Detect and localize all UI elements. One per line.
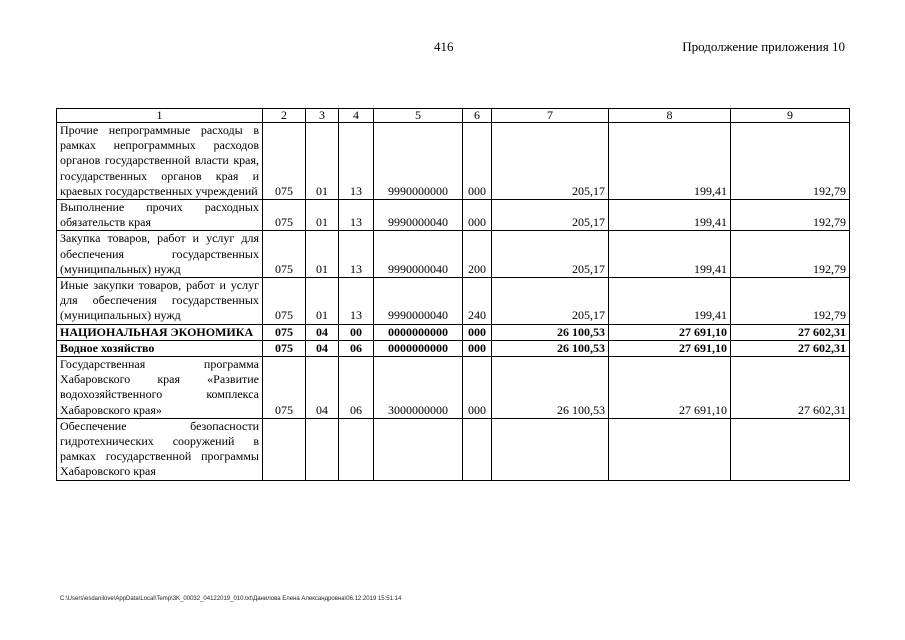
table-row	[57, 231, 850, 278]
column-header: 5	[374, 109, 463, 123]
column-header: 7	[492, 109, 609, 123]
value-cell: 199,41	[609, 200, 731, 231]
value-cell: 192,79	[731, 123, 850, 200]
value-cell: 9990000040	[374, 200, 463, 231]
value-cell: 240	[463, 278, 492, 325]
value-cell: 075	[263, 357, 306, 419]
value-cell: 01	[306, 200, 339, 231]
value-cell	[263, 418, 306, 480]
table-row	[57, 418, 850, 480]
column-header: 1	[57, 109, 263, 123]
column-header: 8	[609, 109, 731, 123]
row-name-cell: Обеспечение безопасности гидротехнических сооружений в рамках государственной программы Хабаровского края	[57, 418, 263, 480]
value-cell	[374, 418, 463, 480]
value-cell: 000	[463, 200, 492, 231]
value-cell: 13	[339, 231, 374, 278]
column-header: 6	[463, 109, 492, 123]
value-cell: 26 100,53	[492, 340, 609, 356]
table-row	[57, 123, 850, 200]
value-cell: 04	[306, 340, 339, 356]
value-cell: 04	[306, 324, 339, 340]
value-cell	[339, 418, 374, 480]
column-header: 4	[339, 109, 374, 123]
value-cell: 04	[306, 357, 339, 419]
value-cell: 205,17	[492, 278, 609, 325]
value-cell: 27 691,10	[609, 357, 731, 419]
value-cell: 3000000000	[374, 357, 463, 419]
value-cell: 26 100,53	[492, 324, 609, 340]
value-cell: 192,79	[731, 200, 850, 231]
value-cell: 26 100,53	[492, 357, 609, 419]
row-name-cell: НАЦИОНАЛЬНАЯ ЭКОНОМИКА	[57, 324, 263, 340]
value-cell: 200	[463, 231, 492, 278]
row-name-cell: Прочие непрограммные расходы в рамках непрограммных расходов органов государственной власти края, государственных органов края и краевых государственных учреждений	[57, 123, 263, 200]
value-cell: 075	[263, 231, 306, 278]
column-header: 2	[263, 109, 306, 123]
table-row	[57, 278, 850, 325]
value-cell: 075	[263, 340, 306, 356]
value-cell: 205,17	[492, 200, 609, 231]
value-cell: 27 691,10	[609, 324, 731, 340]
value-cell	[463, 418, 492, 480]
row-name-cell: Водное хозяйство	[57, 340, 263, 356]
value-cell: 9990000040	[374, 278, 463, 325]
value-cell: 075	[263, 324, 306, 340]
row-name-cell: Выполнение прочих расходных обязательств края	[57, 200, 263, 231]
value-cell: 075	[263, 200, 306, 231]
value-cell: 205,17	[492, 231, 609, 278]
value-cell: 000	[463, 357, 492, 419]
value-cell: 205,17	[492, 123, 609, 200]
value-cell: 192,79	[731, 278, 850, 325]
value-cell: 06	[339, 357, 374, 419]
value-cell: 000	[463, 324, 492, 340]
column-header: 9	[731, 109, 850, 123]
value-cell: 01	[306, 123, 339, 200]
value-cell: 0000000000	[374, 324, 463, 340]
value-cell: 075	[263, 278, 306, 325]
header-row	[57, 109, 850, 123]
value-cell: 075	[263, 123, 306, 200]
value-cell	[609, 418, 731, 480]
value-cell: 000	[463, 340, 492, 356]
table-row	[57, 200, 850, 231]
value-cell: 01	[306, 231, 339, 278]
value-cell: 06	[339, 340, 374, 356]
value-cell: 192,79	[731, 231, 850, 278]
value-cell	[731, 418, 850, 480]
appendix-continuation-title: Продолжение приложения 10	[682, 39, 845, 54]
value-cell: 00	[339, 324, 374, 340]
budget-table	[56, 108, 850, 481]
row-name-cell: Закупка товаров, работ и услуг для обеспечения государственных (муниципальных) нужд	[57, 231, 263, 278]
row-name-cell: Государственная программа Хабаровского края «Развитие водохозяйственного комплекса Хабаровского края»	[57, 357, 263, 419]
value-cell: 13	[339, 200, 374, 231]
row-name-cell: Иные закупки товаров, работ и услуг для обеспечения государственных (муниципальных) нужд	[57, 278, 263, 325]
value-cell: 13	[339, 278, 374, 325]
value-cell: 27 691,10	[609, 340, 731, 356]
file-path-footer: C:\Users\esdanilove\AppData\Local\Temp\3K_00032_04122019_010.txt\Данилова Елена Александровна\06.12.2019 15:51:14	[60, 596, 402, 602]
value-cell	[306, 418, 339, 480]
table-row	[57, 357, 850, 419]
value-cell: 01	[306, 278, 339, 325]
page-number: 416	[434, 39, 454, 54]
column-header: 3	[306, 109, 339, 123]
value-cell: 27 602,31	[731, 340, 850, 356]
value-cell	[492, 418, 609, 480]
value-cell: 9990000000	[374, 123, 463, 200]
value-cell: 199,41	[609, 231, 731, 278]
table-row	[57, 324, 850, 340]
value-cell: 9990000040	[374, 231, 463, 278]
value-cell: 199,41	[609, 278, 731, 325]
table-row	[57, 340, 850, 356]
value-cell: 0000000000	[374, 340, 463, 356]
value-cell: 27 602,31	[731, 324, 850, 340]
value-cell: 000	[463, 123, 492, 200]
value-cell: 199,41	[609, 123, 731, 200]
value-cell: 27 602,31	[731, 357, 850, 419]
value-cell: 13	[339, 123, 374, 200]
